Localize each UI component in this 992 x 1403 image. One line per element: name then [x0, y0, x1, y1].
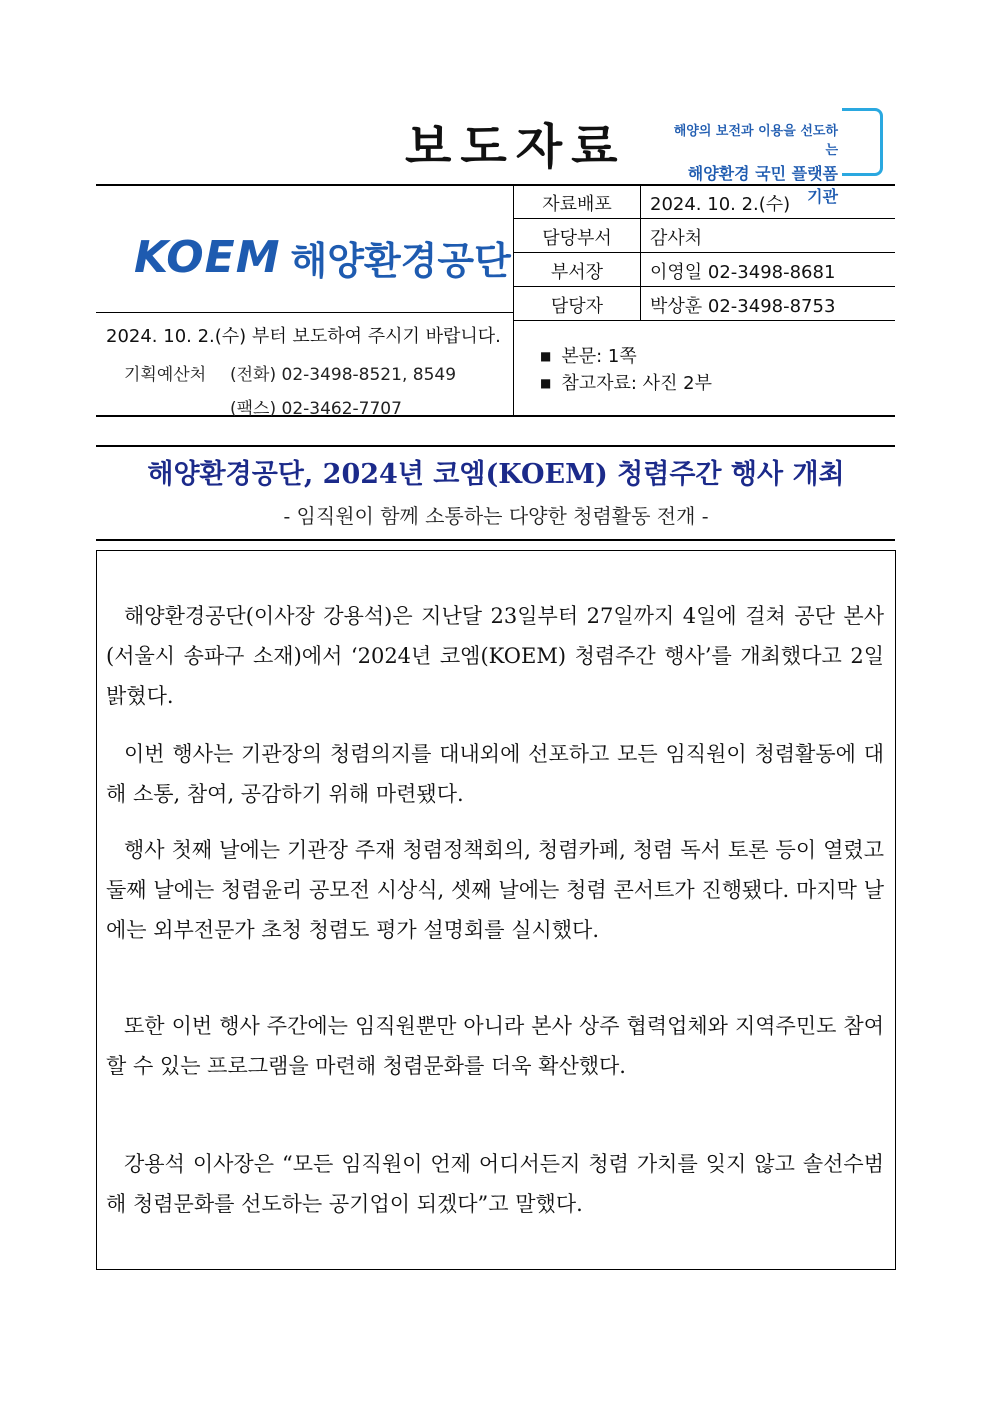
info-value: 박상훈 02-3498-8753: [650, 296, 836, 317]
table-bottom-border: [96, 415, 895, 417]
info-row-divider: [513, 252, 895, 253]
info-label: 담당자: [550, 296, 604, 317]
attachment-item: ■ 참고자료: 사진 2부: [540, 369, 712, 395]
body-paragraph: 강용석 이사장은 “모든 임직원이 언제 어디서든지 청렴 가치를 잊지 않고 솔선수범해 청렴문화를 선도하는 공기업이 되겠다”고 말했다.: [106, 1152, 884, 1216]
attachment-item: ■ 본문: 1쪽: [540, 342, 637, 368]
headline-bottom-rule: [96, 539, 895, 541]
body-paragraph: 또한 이번 행사 주간에는 임직원뿐만 아니라 본사 상주 협력업체와 지역주민도 참여할 수 있는 프로그램을 마련해 청렴문화를 더욱 확산했다.: [106, 1014, 884, 1078]
headline-top-rule: [96, 445, 895, 447]
contact-department: 기획예산처: [124, 365, 207, 385]
info-value: 이영일 02-3498-8681: [650, 262, 836, 283]
contact-phone: (전화) 02-3498-8521, 8549: [230, 365, 457, 385]
body-paragraph: 해양환경공단(이사장 강용석)은 지난달 23일부터 27일까지 4일에 걸쳐 공단 본사(서울시 송파구 소재)에서 ‘2024년 코엠(KOEM) 청렴주간 행사’를 개최했다고 2일 밝혔다.: [106, 604, 884, 708]
slogan-bracket-decoration: [842, 108, 883, 176]
logo-mark: KOEM: [134, 232, 281, 283]
table-top-border: [96, 184, 895, 186]
page-title: 보도자료: [405, 119, 627, 175]
info-label: 자료배포: [542, 194, 612, 215]
info-row-divider: [513, 320, 895, 321]
info-value: 감사처: [650, 228, 703, 249]
info-label: 부서장: [550, 262, 604, 283]
release-note: 2024. 10. 2.(수) 부터 보도하여 주시기 바랍니다.: [106, 326, 501, 347]
logo-cell-divider: [96, 312, 513, 313]
logo-name: 해양환경공단: [290, 239, 511, 283]
headline: 해양환경공단, 2024년 코엠(KOEM) 청렴주간 행사 개최: [147, 459, 845, 490]
body-paragraph: 이번 행사는 기관장의 청렴의지를 대내외에 선포하고 모든 임직원이 청렴활동에 대해 소통, 참여, 공감하기 위해 마련됐다.: [106, 742, 884, 806]
info-value: 2024. 10. 2.(수): [650, 194, 791, 215]
body-paragraph: 행사 첫째 날에는 기관장 주재 청렴정책회의, 청렴카페, 청렴 독서 토론 등이 열렸고 둘째 날에는 청렴윤리 공모전 시상식, 셋째 날에는 청렴 콘서트가 진행됐다. 마지막 날에는 외부전문가 초청 청렴도 평가 설명회를 실시했다.: [106, 838, 884, 942]
slogan-line-1: 해양의 보전과 이용을 선도하는: [673, 124, 838, 158]
info-row-divider: [513, 286, 895, 287]
info-row-divider: [513, 218, 895, 219]
contact-fax: (팩스) 02-3462-7707: [230, 399, 402, 419]
subheadline: - 임직원이 함께 소통하는 다양한 청렴활동 전개 -: [283, 504, 709, 528]
info-label: 담당부서: [542, 228, 612, 249]
koem-logo: [134, 230, 511, 285]
slogan-line-2: 해양환경 국민 플랫폼 기관: [687, 164, 838, 206]
